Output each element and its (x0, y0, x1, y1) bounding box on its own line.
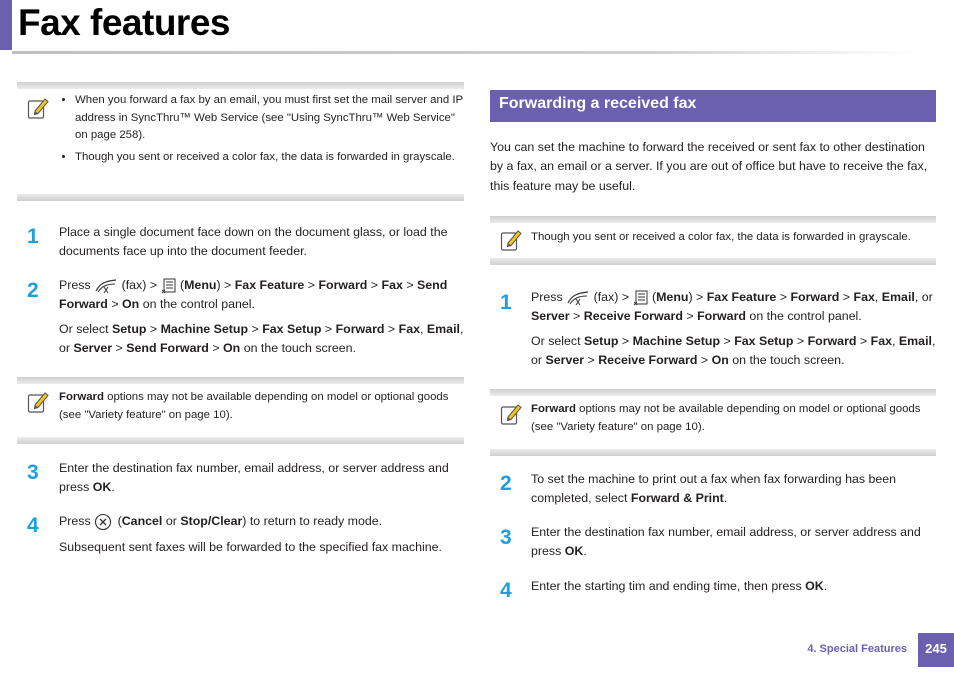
text: > (406, 278, 414, 292)
title-divider (12, 51, 917, 54)
text: ) > (216, 278, 232, 292)
text: > (859, 334, 868, 349)
cancel-icon (94, 513, 114, 531)
note-box-forward-options (490, 389, 936, 456)
intro-paragraph: You can set the machine to forward the received or sent fax to other destination by a fax, an email or a server. If you are out of office but have to receive the fax, this feature may be useful. (490, 140, 928, 193)
forward-label: Forward (318, 278, 368, 292)
text: on the control panel. (142, 296, 256, 311)
step-1-text: Place a single document face down on the document glass, or load the documents face up into the document feeder. (59, 225, 448, 258)
text: > (307, 278, 315, 292)
step-2-touch-path (59, 320, 464, 357)
step-4-followup: Subsequent sent faxes will be forwarded to the specified fax machine. (59, 539, 442, 554)
note-text (531, 401, 935, 436)
machine-setup-label: Machine Setup (632, 334, 721, 349)
text: > (149, 322, 158, 337)
step-1-panel-path (531, 288, 936, 325)
fax-icon (566, 289, 590, 307)
note-text (59, 389, 463, 424)
note-box-grayscale (490, 216, 936, 265)
note-bottom-border (490, 258, 936, 265)
text: > (387, 322, 396, 337)
text: > (573, 308, 581, 323)
step-number: 2 (500, 472, 512, 495)
forward-label: Forward (335, 322, 385, 337)
fax-label: Fax (853, 290, 875, 304)
server-label: Server (73, 340, 113, 355)
text: > (251, 322, 259, 337)
email-label: Email (898, 334, 932, 349)
page-number: 245 (925, 641, 947, 656)
text: (fax) > (593, 290, 630, 304)
text: Press (59, 514, 91, 528)
note-bottom-border (17, 194, 464, 201)
text: or (165, 514, 177, 528)
note-body: Though you sent or received a color fax, the data is forwarded in grayscale. (531, 231, 911, 243)
text: > (842, 290, 851, 304)
page-number-box (918, 633, 954, 667)
text: . (583, 543, 587, 558)
setup-label: Setup (112, 322, 147, 337)
page-title: Fax features (18, 2, 230, 43)
note-text (531, 229, 935, 247)
fax-feature-label: Fax Feature (706, 290, 777, 304)
text: , or (914, 290, 933, 304)
note-top-border (490, 389, 936, 396)
fax-label: Fax (870, 334, 892, 349)
fax-feature-label: Fax Feature (234, 278, 305, 292)
menu-label: Menu (656, 290, 689, 304)
step-number: 2 (27, 279, 39, 302)
setup-label: Setup (584, 334, 619, 349)
step-3-text (59, 459, 464, 496)
text: > (779, 290, 787, 304)
step-text (531, 577, 936, 603)
note-box-email-forward (17, 82, 464, 201)
menu-icon (161, 278, 177, 294)
fax-setup-label: Fax Setup (262, 322, 322, 337)
note-pencil-icon (500, 228, 522, 252)
receive-forward-label: Receive Forward (598, 352, 698, 367)
text: . (823, 579, 828, 593)
text: Enter the destination fax number, email address, or server address and press (531, 525, 921, 558)
forward-label: Forward (59, 391, 104, 403)
text: Or select (59, 322, 109, 337)
list-item: • When you forward a fax by an email, you must first set the mail server and IP address in SyncThru™ Web Service (see "Using SyncThru™ Web Service" on page 258). (75, 92, 463, 145)
step-text (59, 512, 464, 563)
text: > (686, 308, 694, 323)
note-bottom-border (490, 449, 936, 456)
note-bottom-border (17, 437, 464, 444)
note-box-forward-options (17, 377, 464, 444)
on-label: On (223, 340, 241, 355)
forward-label: Forward (807, 334, 857, 349)
text: , or (59, 322, 464, 355)
text: ( (179, 278, 185, 292)
fax-icon (94, 277, 118, 295)
text: (fax) > (121, 278, 158, 292)
text: Press (59, 278, 91, 292)
note-body: options may not be available depending on model or optional goods (see "Variety feature" on page 10). (59, 391, 449, 421)
text: ( (117, 514, 122, 528)
step-number: 1 (27, 225, 39, 248)
text: Or select (531, 334, 581, 349)
text: ( (651, 290, 657, 304)
send-forward-label: Send Forward (59, 278, 448, 311)
step-text (59, 223, 464, 267)
list-item: • Though you sent or received a color fax, the data is forwarded in grayscale. (75, 149, 463, 167)
header-accent-bar (0, 0, 12, 50)
send-forward-label: Send Forward (126, 340, 209, 355)
text: ) > (688, 290, 704, 304)
fax-setup-label: Fax Setup (734, 334, 794, 349)
step-text (531, 523, 936, 567)
cancel-label: Cancel (121, 514, 163, 528)
note-pencil-icon (27, 96, 49, 120)
forward-label: Forward (790, 290, 840, 304)
text: , (419, 322, 424, 337)
step-text (59, 276, 464, 364)
text: > (111, 296, 119, 311)
step-number: 3 (27, 461, 39, 484)
text: > (700, 352, 709, 367)
stop-clear-label: Stop/Clear (180, 514, 243, 528)
section-title: Forwarding a received fax (499, 95, 697, 112)
text: > (621, 334, 630, 349)
step-2-text (531, 470, 936, 507)
text: Enter the starting tim and ending time, then press (531, 579, 802, 593)
server-label: Server (531, 308, 570, 323)
receive-forward-label: Receive Forward (583, 308, 683, 323)
step-number: 1 (500, 291, 512, 314)
note-pencil-icon (500, 402, 522, 426)
step-number: 4 (500, 579, 512, 602)
text: > (796, 334, 805, 349)
step-text (531, 288, 936, 376)
footer-chapter-label: 4. Special Features (807, 643, 907, 655)
text: , or (531, 334, 936, 367)
text: . (723, 490, 728, 505)
menu-label: Menu (184, 278, 217, 292)
server-label: Server (545, 352, 585, 367)
note-body: options may not be available depending on model or optional goods (see "Variety feature" on page 10). (531, 403, 921, 433)
ok-label: OK (564, 543, 584, 558)
text: > (324, 322, 333, 337)
text: > (212, 340, 220, 355)
text: on the control panel. (749, 308, 862, 323)
section-heading-bar (490, 90, 936, 122)
ok-label: OK (92, 479, 112, 494)
text: To set the machine to print out a fax when fax forwarding has been completed, select (531, 472, 897, 505)
on-label: On (122, 296, 140, 311)
text: Enter the destination fax number, email address, or server address and press (59, 461, 449, 494)
menu-icon (633, 290, 649, 306)
text: > (587, 352, 595, 367)
text: , (874, 290, 879, 304)
fax-label: Fax (381, 278, 403, 292)
step-3-text (531, 523, 936, 560)
step-1-touch-path (531, 332, 936, 369)
on-label: On (711, 352, 729, 367)
text: ) to return to ready mode. (242, 514, 383, 528)
text: on the touch screen. (732, 352, 845, 367)
step-4-text (59, 512, 464, 531)
forward-print-label: Forward & Print (630, 490, 724, 505)
step-4-text (531, 577, 936, 596)
note-pencil-icon (27, 390, 49, 414)
step-text (59, 459, 464, 503)
step-number: 4 (27, 514, 39, 537)
email-label: Email (426, 322, 460, 337)
email-label: Email (881, 290, 915, 304)
forward-label: Forward (531, 403, 576, 415)
text: > (723, 334, 731, 349)
note-top-border (17, 377, 464, 384)
step-2-panel-path (59, 276, 464, 313)
text: > (115, 340, 123, 355)
note-top-border (490, 216, 936, 223)
fax-label: Fax (398, 322, 420, 337)
note-top-border (17, 82, 464, 89)
text: > (370, 278, 379, 292)
text: , (891, 334, 896, 349)
forward-label: Forward (697, 308, 746, 323)
step-text (531, 470, 936, 514)
step-number: 3 (500, 526, 512, 549)
text: . (111, 479, 115, 494)
ok-label: OK (805, 579, 824, 593)
machine-setup-label: Machine Setup (160, 322, 249, 337)
text: on the touch screen. (243, 340, 356, 355)
note-text (59, 92, 463, 170)
text: Press (531, 290, 563, 304)
note-bullet-list (59, 92, 463, 166)
